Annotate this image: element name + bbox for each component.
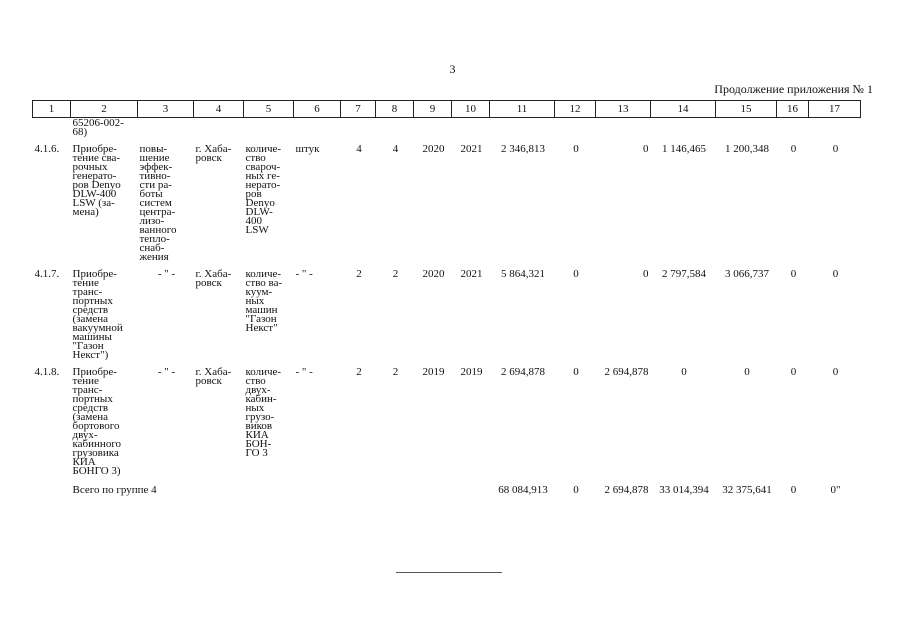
item-place: г. Хаба- ровск xyxy=(195,366,232,387)
item-name: Приобре- тение сва- рочных генерато- ров Denyo DLW-400 LSW (за- мена) xyxy=(72,143,121,218)
total-value: 0" xyxy=(830,484,841,496)
cell-value: 0 xyxy=(790,268,797,280)
cell-value: 2020 xyxy=(422,143,445,155)
cell-value: 0 xyxy=(573,143,579,155)
cell-value: 0 xyxy=(573,366,579,378)
cell-value: 0 xyxy=(643,268,649,280)
cell-value: 0 xyxy=(681,366,687,378)
cell-value: 2 797,584 xyxy=(662,268,706,280)
cell-value: 2020 xyxy=(422,268,445,280)
cell-value: 2 694,878 xyxy=(501,366,545,378)
item-unit: - " - xyxy=(295,268,313,280)
row-number: 4.1.7. xyxy=(34,268,60,280)
column-number-header-row xyxy=(33,101,861,118)
cell-value: 4 xyxy=(356,143,362,155)
cell-value: 2 xyxy=(392,268,399,280)
cell-value: 2021 xyxy=(460,143,483,155)
item-indicator: количе- ство двух- кабин- ных грузо- виков КИА БОН- ГО 3 xyxy=(245,366,282,459)
total-value: 68 084,913 xyxy=(498,484,548,496)
column-header: 12 xyxy=(555,101,596,118)
total-value: 2 694,878 xyxy=(604,484,649,496)
cell-value: 5 864,321 xyxy=(501,268,545,280)
cell-value: 2 xyxy=(392,366,399,378)
item-purpose: повы- шение эффек- тивно- сти ра- боты систем центра- лизо- ванного тепло- снаб- жения xyxy=(139,143,177,263)
cell-value: 0 xyxy=(573,268,579,280)
table-row xyxy=(33,262,861,360)
cell-value: 2 xyxy=(356,366,362,378)
column-header: 2 xyxy=(71,101,138,118)
column-header: 6 xyxy=(294,101,341,118)
row-number: 4.1.8. xyxy=(34,366,60,378)
cell-value: 0 xyxy=(790,143,797,155)
item-unit: - " - xyxy=(295,366,313,378)
row-number: 4.1.6. xyxy=(34,143,60,155)
column-header: 7 xyxy=(341,101,376,118)
table-row xyxy=(33,137,861,262)
total-value: 32 375,641 xyxy=(722,484,772,496)
cell-value: 0 xyxy=(744,366,750,378)
column-header: 17 xyxy=(809,101,861,118)
total-row xyxy=(33,476,861,495)
column-header: 11 xyxy=(490,101,555,118)
total-value: 0 xyxy=(790,484,797,496)
cell-value: 2 346,813 xyxy=(501,143,545,155)
cell-value: 0 xyxy=(832,366,839,378)
column-header: 1 xyxy=(33,101,71,118)
item-indicator: количе- ство ва- куум- ных машин "Газон Некст" xyxy=(245,268,283,334)
column-header: 5 xyxy=(244,101,294,118)
cell-value: 2019 xyxy=(460,366,483,378)
page-number: 3 xyxy=(449,62,456,76)
item-purpose: - " - xyxy=(157,268,176,280)
column-header: 14 xyxy=(651,101,716,118)
item-purpose: - " - xyxy=(157,366,176,378)
cell-value: 1 200,348 xyxy=(725,143,769,155)
cell-value: 4 xyxy=(392,143,399,155)
cell-value: 2019 xyxy=(422,366,445,378)
data-table xyxy=(32,100,861,495)
column-header: 3 xyxy=(138,101,194,118)
table-row xyxy=(33,360,861,476)
appendix-continuation-caption: Продолжение приложения № 1 xyxy=(714,82,873,96)
cell-value: 0 xyxy=(790,366,797,378)
total-value: 0 xyxy=(573,484,579,496)
item-indicator: количе- ство свароч- ных ге- нерато- ров Denyo DLW- 400 LSW xyxy=(245,143,282,236)
cell-value: 2 xyxy=(356,268,362,280)
continued-text: 65206-002-68) xyxy=(72,117,124,138)
column-header: 9 xyxy=(414,101,452,118)
continuation-row xyxy=(33,118,861,138)
column-header: 4 xyxy=(194,101,244,118)
column-header: 16 xyxy=(777,101,809,118)
cell-value: 3 066,737 xyxy=(725,268,769,280)
item-name: Приобре- тение транс- портных средств (замена бортового двух- кабинного грузовика КИА БОНГО 3) xyxy=(72,366,122,477)
footnote-separator-line xyxy=(396,572,502,573)
cell-value: 1 146,465 xyxy=(662,143,706,155)
cell-value: 0 xyxy=(643,143,649,155)
cell-value: 0 xyxy=(832,143,839,155)
item-place: г. Хаба- ровск xyxy=(195,268,232,289)
cell-value: 2 694,878 xyxy=(604,366,649,378)
item-name: Приобре- тение транс- портных средств (замена вакуумной машины "Газон Некст") xyxy=(72,268,123,361)
total-value: 33 014,394 xyxy=(659,484,709,496)
column-header: 8 xyxy=(376,101,414,118)
item-place: г. Хаба- ровск xyxy=(195,143,232,164)
cell-value: 2021 xyxy=(460,268,483,280)
cell-value: 0 xyxy=(832,268,839,280)
column-header: 15 xyxy=(716,101,777,118)
column-header: 13 xyxy=(596,101,651,118)
total-label: Всего по группе 4 xyxy=(72,484,157,496)
column-header: 10 xyxy=(452,101,490,118)
item-unit: штук xyxy=(295,143,320,155)
